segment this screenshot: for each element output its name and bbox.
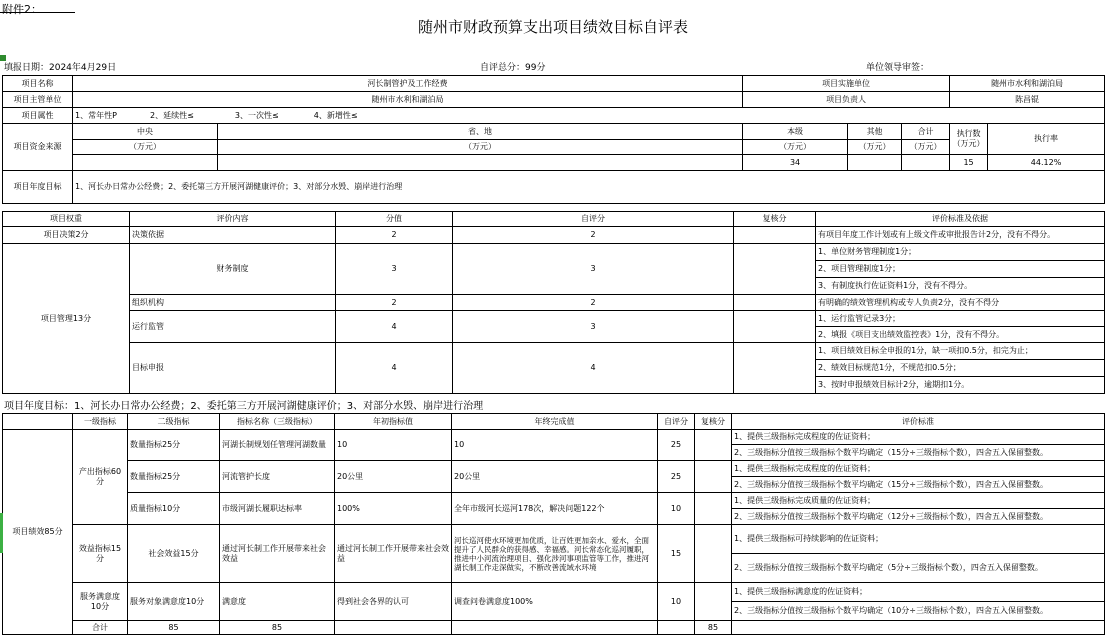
central-value[interactable] — [73, 155, 218, 171]
funds-other: 其他 — [848, 124, 902, 140]
total-blank-2[interactable] — [452, 621, 658, 635]
project-name[interactable]: 河长制管护及工作经费 — [73, 76, 743, 92]
mgmt-goal-self[interactable]: 4 — [453, 343, 734, 394]
decision-review[interactable] — [734, 227, 816, 244]
mgmt-org: 组织机构 — [130, 295, 336, 311]
exec-value[interactable]: 15 — [950, 155, 988, 171]
perf-row-std-2: 2、三级指标分值按三级指标个数平均确定（5分÷三级指标个数），四舍五入保留整数。 — [732, 554, 1105, 583]
dept-label: 项目主管单位 — [3, 92, 73, 108]
perf-row-init[interactable]: 通过河长制工作开展带来社会效益 — [335, 525, 452, 583]
perf-row-std-1: 1、提供三级指标完成程度的佐证资料； — [732, 461, 1105, 477]
funds-total: 合计 — [902, 124, 950, 140]
mgmt-goal-review[interactable] — [734, 343, 816, 394]
perf-header-l3: 指标名称（三级指标） — [220, 414, 335, 430]
perf-row-std-1: 1、提供三级指标完成质量的佐证资料； — [732, 493, 1105, 509]
decision-self[interactable]: 2 — [453, 227, 734, 244]
perf-header-blank — [3, 414, 73, 430]
total-score[interactable]: 85 — [128, 621, 220, 635]
perf-row-self[interactable]: 15 — [658, 525, 695, 583]
decision-std: 有项目年度工作计划或有上级文件或审批报告计2分，没有不得分。 — [816, 227, 1105, 244]
mgmt-goal-std-1: 1、项目绩效目标全申报的1分，缺一项扣0.5分，扣完为止； — [816, 343, 1105, 360]
province-value[interactable] — [218, 155, 743, 171]
perf-row-final[interactable]: 河长巡河使水环境更加优质，让百姓更加亲水、爱水，全面提升了人民群众的获得感、幸福感。河长常态化巡河履职，推进中小河流治理项目、强化涉河事项监管等工作，推进河湖长制工作走深做实，不断改善流域水环境 — [452, 525, 658, 583]
funds-exec-rate-label: 执行率 — [988, 124, 1105, 155]
perf-row-std-2: 2、三级指标分值按三级指标个数平均确定（12分÷三级指标个数），四舍五入保留整数。 — [732, 509, 1105, 525]
perf-header-self: 自评分 — [658, 414, 695, 430]
perf-row-name: 河流管护长度 — [220, 461, 335, 493]
fill-date: 填报日期：2024年4月29日 — [4, 63, 117, 73]
funds-central: 中央 — [73, 124, 218, 140]
total-score2[interactable]: 85 — [220, 621, 335, 635]
other-value[interactable] — [848, 155, 902, 171]
attr-3: 3、一次性≤ — [234, 110, 279, 120]
unit-other: （万元） — [848, 140, 902, 155]
weights-header-review: 复核分 — [734, 212, 816, 227]
total-blank-1[interactable] — [335, 621, 452, 635]
total-value[interactable] — [902, 155, 950, 171]
perf-header-std: 评价标准 — [732, 414, 1105, 430]
mgmt-finance-std-1: 1、单位财务管理制度1分； — [816, 244, 1105, 261]
attachment-label: 附件2： — [2, 3, 42, 16]
perf-row-init[interactable]: 100% — [335, 493, 452, 525]
weights-header-score: 分值 — [336, 212, 453, 227]
mgmt-finance-review[interactable] — [734, 244, 816, 295]
total-self[interactable]: 85 — [695, 621, 732, 635]
perf-header-l1: 一级指标 — [73, 414, 128, 430]
unit-central: （万元） — [73, 140, 218, 155]
perf-row-review[interactable] — [695, 525, 732, 583]
perf-row-std-1: 1、提供三级指标可持续影响的佐证资料； — [732, 525, 1105, 554]
weights-header-content: 评价内容 — [130, 212, 336, 227]
mgmt-goal-score[interactable]: 4 — [336, 343, 453, 394]
benefit-label: 效益指标15分 — [73, 525, 128, 583]
mgmt-label: 项目管理13分 — [3, 244, 130, 394]
perf-row-final[interactable]: 调查问卷满意度100% — [452, 583, 658, 621]
impl-unit[interactable]: 随州市水利和湖泊局 — [950, 76, 1105, 92]
total-review[interactable] — [732, 621, 1105, 635]
top-rule — [0, 12, 75, 13]
perf-row-name: 通过河长制工作开展带来社会效益 — [220, 525, 335, 583]
output-label: 产出指标60分 — [73, 430, 128, 525]
mgmt-goal: 目标申报 — [130, 343, 336, 394]
perf-row-init[interactable]: 10 — [335, 430, 452, 461]
funds-exec-count: 执行数（万元） — [950, 124, 988, 155]
attr-label: 项目属性 — [3, 108, 73, 124]
basic-info-table — [2, 75, 1105, 204]
mgmt-ops-score[interactable]: 4 — [336, 311, 453, 343]
perf-row-review[interactable] — [695, 493, 732, 525]
perf-row-std-2: 2、三级指标分值按三级指标个数平均确定（10分÷三级指标个数），四舍五入保留整数。 — [732, 602, 1105, 621]
mgmt-finance: 财务制度 — [130, 244, 336, 295]
mgmt-finance-std-3: 3、有制度执行佐证资料1分，没有不得分。 — [816, 278, 1105, 295]
decision-score[interactable]: 2 — [336, 227, 453, 244]
mgmt-ops-std-1: 1、运行监管记录3分； — [816, 311, 1105, 327]
perf-row-review[interactable] — [695, 430, 732, 461]
section2-title: 项目年度目标：1、河长办日常办公经费；2、委托第三方开展河湖健康评价；3、对部分水毁、崩岸进行治理 — [4, 401, 484, 412]
mgmt-ops-review[interactable] — [734, 311, 816, 343]
project-leader-label: 项目负责人 — [743, 92, 950, 108]
mgmt-org-std-1: 有明确的绩效管理机构或专人负责2分，没有不得分 — [816, 295, 1105, 311]
unit-local: （万元） — [743, 140, 848, 155]
mgmt-ops: 运行监管 — [130, 311, 336, 343]
unit-total: （万元） — [902, 140, 950, 155]
mgmt-goal-std-2: 2、绩效目标规范1分，不规范扣0.5分； — [816, 360, 1105, 377]
weights-header-std: 评价标准及依据 — [816, 212, 1105, 227]
annual-goal-text[interactable]: 1、河长办日常办公经费；2、委托第三方开展河湖健康评价；3、对部分水毁、崩岸进行治理 — [73, 171, 1105, 204]
perf-header-init: 年初指标值 — [335, 414, 452, 430]
perf-row-std-1: 1、提供三级指标完成程度的佐证资料； — [732, 430, 1105, 445]
attr-options[interactable] — [73, 108, 1105, 124]
service-label: 服务满意度10分 — [73, 583, 128, 621]
leader-signoff: 单位领导审签： — [866, 63, 930, 73]
perf-row-init[interactable]: 20公里 — [335, 461, 452, 493]
perf-row-self[interactable]: 25 — [658, 430, 695, 461]
funds-province-city: 省、地 — [218, 124, 743, 140]
mgmt-org-review[interactable] — [734, 295, 816, 311]
perf-row-l2: 数量指标25分 — [128, 430, 220, 461]
perf-row-name: 河湖长制规划任管理河湖数量 — [220, 430, 335, 461]
perf-row-self[interactable]: 25 — [658, 461, 695, 493]
perf-header-final: 年终完成值 — [452, 414, 658, 430]
perf-row-self[interactable]: 10 — [658, 583, 695, 621]
perf-row-std-1: 1、提供三级指标满意度的佐证资料； — [732, 583, 1105, 602]
weights-header-self: 自评分 — [453, 212, 734, 227]
perf-row-final[interactable]: 20公里 — [452, 461, 658, 493]
selection-edge — [0, 513, 3, 553]
perf-header-l2: 二级指标 — [128, 414, 220, 430]
attr-2: 2、延续性≤ — [150, 110, 194, 120]
unit-province: （万元） — [218, 140, 743, 155]
total-blank-3[interactable] — [658, 621, 695, 635]
perf-row-final[interactable]: 10 — [452, 430, 658, 461]
project-name-label: 项目名称 — [3, 76, 73, 92]
decision-content: 决策依据 — [130, 227, 336, 244]
perf-row-review[interactable] — [695, 583, 732, 621]
mgmt-ops-std-2: 2、填报《项目支出绩效监控表》1分，没有不得分。 — [816, 327, 1105, 343]
perf-row-review[interactable] — [695, 461, 732, 493]
perf-row-init[interactable]: 得到社会各界的认可 — [335, 583, 452, 621]
perf-row-final[interactable]: 全年市级河长巡河178次，解决问题122个 — [452, 493, 658, 525]
performance-table — [2, 413, 1105, 635]
perf-row-l2: 质量指标10分 — [128, 493, 220, 525]
perf-row-l2: 社会效益15分 — [128, 525, 220, 583]
perf-row-self[interactable]: 10 — [658, 493, 695, 525]
attr-1: 1、常年性P — [75, 110, 117, 120]
mgmt-finance-std-2: 2、项目管理制度1分； — [816, 261, 1105, 278]
total-score: 自评总分：99分 — [480, 63, 546, 73]
annual-goal-label: 项目年度目标 — [3, 171, 73, 204]
perf-row-std-2: 2、三级指标分值按三级指标个数平均确定（15分÷三级指标个数），四舍五入保留整数。 — [732, 477, 1105, 493]
local-value[interactable]: 34 — [743, 155, 848, 171]
funds-local: 本级 — [743, 124, 848, 140]
perf-row-name: 市级河湖长履职达标率 — [220, 493, 335, 525]
perf-row-l2: 数量指标25分 — [128, 461, 220, 493]
perf-header-review: 复核分 — [695, 414, 732, 430]
attr-4: 4、新增性≤ — [313, 110, 358, 120]
dept[interactable]: 随州市水利和湖泊局 — [73, 92, 743, 108]
perf-row-l2: 服务对象满意度10分 — [128, 583, 220, 621]
mgmt-org-self[interactable]: 2 — [453, 295, 734, 311]
decision-label: 项目决策2分 — [3, 227, 130, 244]
mgmt-finance-score[interactable]: 3 — [336, 244, 453, 295]
project-leader[interactable]: 陈昌锟 — [950, 92, 1105, 108]
mgmt-org-score[interactable]: 2 — [336, 295, 453, 311]
perf-label: 项目绩效85分 — [3, 430, 73, 635]
weights-table — [2, 211, 1105, 394]
perf-row-name: 满意度 — [220, 583, 335, 621]
page-title: 随州市财政预算支出项目绩效目标自评表 — [417, 18, 688, 36]
mgmt-goal-std-3: 3、按时申报绩效目标计2分，逾期扣1分。 — [816, 377, 1105, 394]
mgmt-ops-self[interactable]: 3 — [453, 311, 734, 343]
exec-rate[interactable]: 44.12% — [988, 155, 1105, 171]
total-label: 合计 — [73, 621, 128, 635]
perf-row-std-2: 2、三级指标分值按三级指标个数平均确定（15分÷三级指标个数），四舍五入保留整数。 — [732, 445, 1105, 461]
impl-unit-label: 项目实施单位 — [743, 76, 950, 92]
funds-label: 项目资金来源 — [3, 124, 73, 171]
weights-header-weight: 项目权重 — [3, 212, 130, 227]
mgmt-finance-self[interactable]: 3 — [453, 244, 734, 295]
